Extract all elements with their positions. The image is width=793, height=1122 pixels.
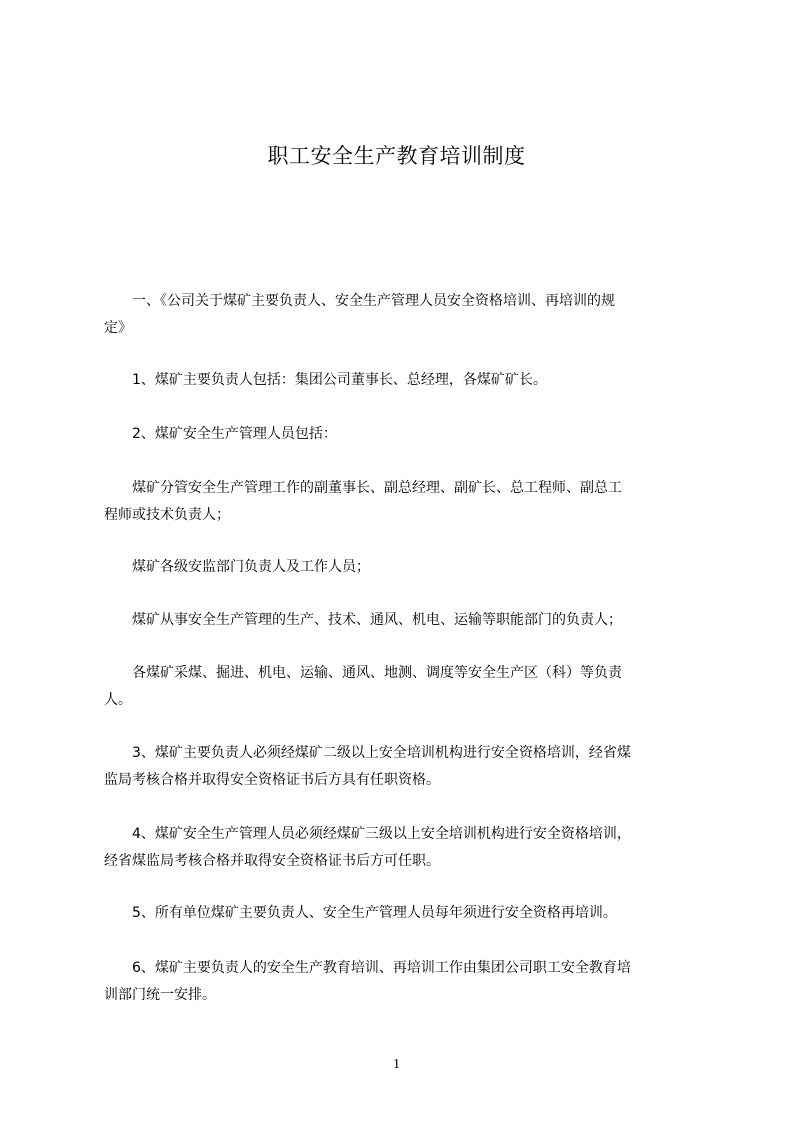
page-number: 1 — [393, 1057, 400, 1072]
paragraph-line: 监局考核合格并取得安全资格证书后方具有任职资格。 — [104, 772, 440, 788]
paragraph-item-5 — [104, 900, 704, 927]
paragraph-item-4 — [104, 821, 704, 875]
document-title: 职工安全生产教育培训制度 — [267, 144, 526, 168]
paragraph-safety-supervision — [104, 554, 704, 581]
paragraph-line: 煤矿分管安全生产管理工作的副董事长、副总经理、副矿长、总工程师、副总工 — [104, 480, 622, 496]
paragraph-functional-departments — [104, 607, 704, 634]
paragraph-line: 经省煤监局考核合格并取得安全资格证书后方可任职。 — [104, 853, 440, 869]
paragraph-line: 6、煤矿主要负责人的安全生产教育培训、再培训工作由集团公司职工安全教育培 — [104, 960, 631, 976]
paragraph-item-1 — [104, 367, 704, 394]
paragraph-line: 定》 — [104, 320, 132, 336]
paragraph-line: 5、所有单位煤矿主要负责人、安全生产管理人员每年须进行安全资格再培训。 — [104, 905, 617, 921]
paragraph-line: 煤矿各级安监部门负责人及工作人员； — [104, 559, 370, 575]
paragraph-line: 煤矿从事安全生产管理的生产、技术、通风、机电、运输等职能部门的负责人； — [104, 612, 622, 628]
paragraph-line: 训部门统一安排。 — [104, 987, 216, 1003]
paragraph-line: 一、《公司关于煤矿主要负责人、安全生产管理人员安全资格培训、再培训的规 — [104, 293, 615, 309]
paragraph-regulation-heading — [104, 288, 704, 342]
paragraph-line: 各煤矿采煤、掘进、机电、运输、通风、地测、调度等安全生产区（科）等负责 — [104, 665, 622, 681]
paragraph-item-3 — [104, 740, 704, 794]
paragraph-line: 2、煤矿安全生产管理人员包括： — [104, 426, 337, 442]
paragraph-line: 人。 — [104, 692, 132, 708]
paragraph-line: 1、煤矿主要负责人包括：集团公司董事长、总经理，各煤矿矿长。 — [104, 372, 547, 388]
paragraph-item-6 — [104, 955, 704, 1009]
paragraph-production-areas — [104, 660, 704, 714]
paragraph-line: 4、煤矿安全生产管理人员必须经煤矿三级以上安全培训机构进行安全资格培训， — [104, 826, 631, 842]
paragraph-deputy-leaders — [104, 475, 704, 529]
paragraph-item-2 — [104, 421, 704, 448]
paragraph-line: 程师或技术负责人； — [104, 507, 230, 523]
paragraph-line: 3、煤矿主要负责人必须经煤矿二级以上安全培训机构进行安全资格培训，经省煤 — [104, 745, 631, 761]
